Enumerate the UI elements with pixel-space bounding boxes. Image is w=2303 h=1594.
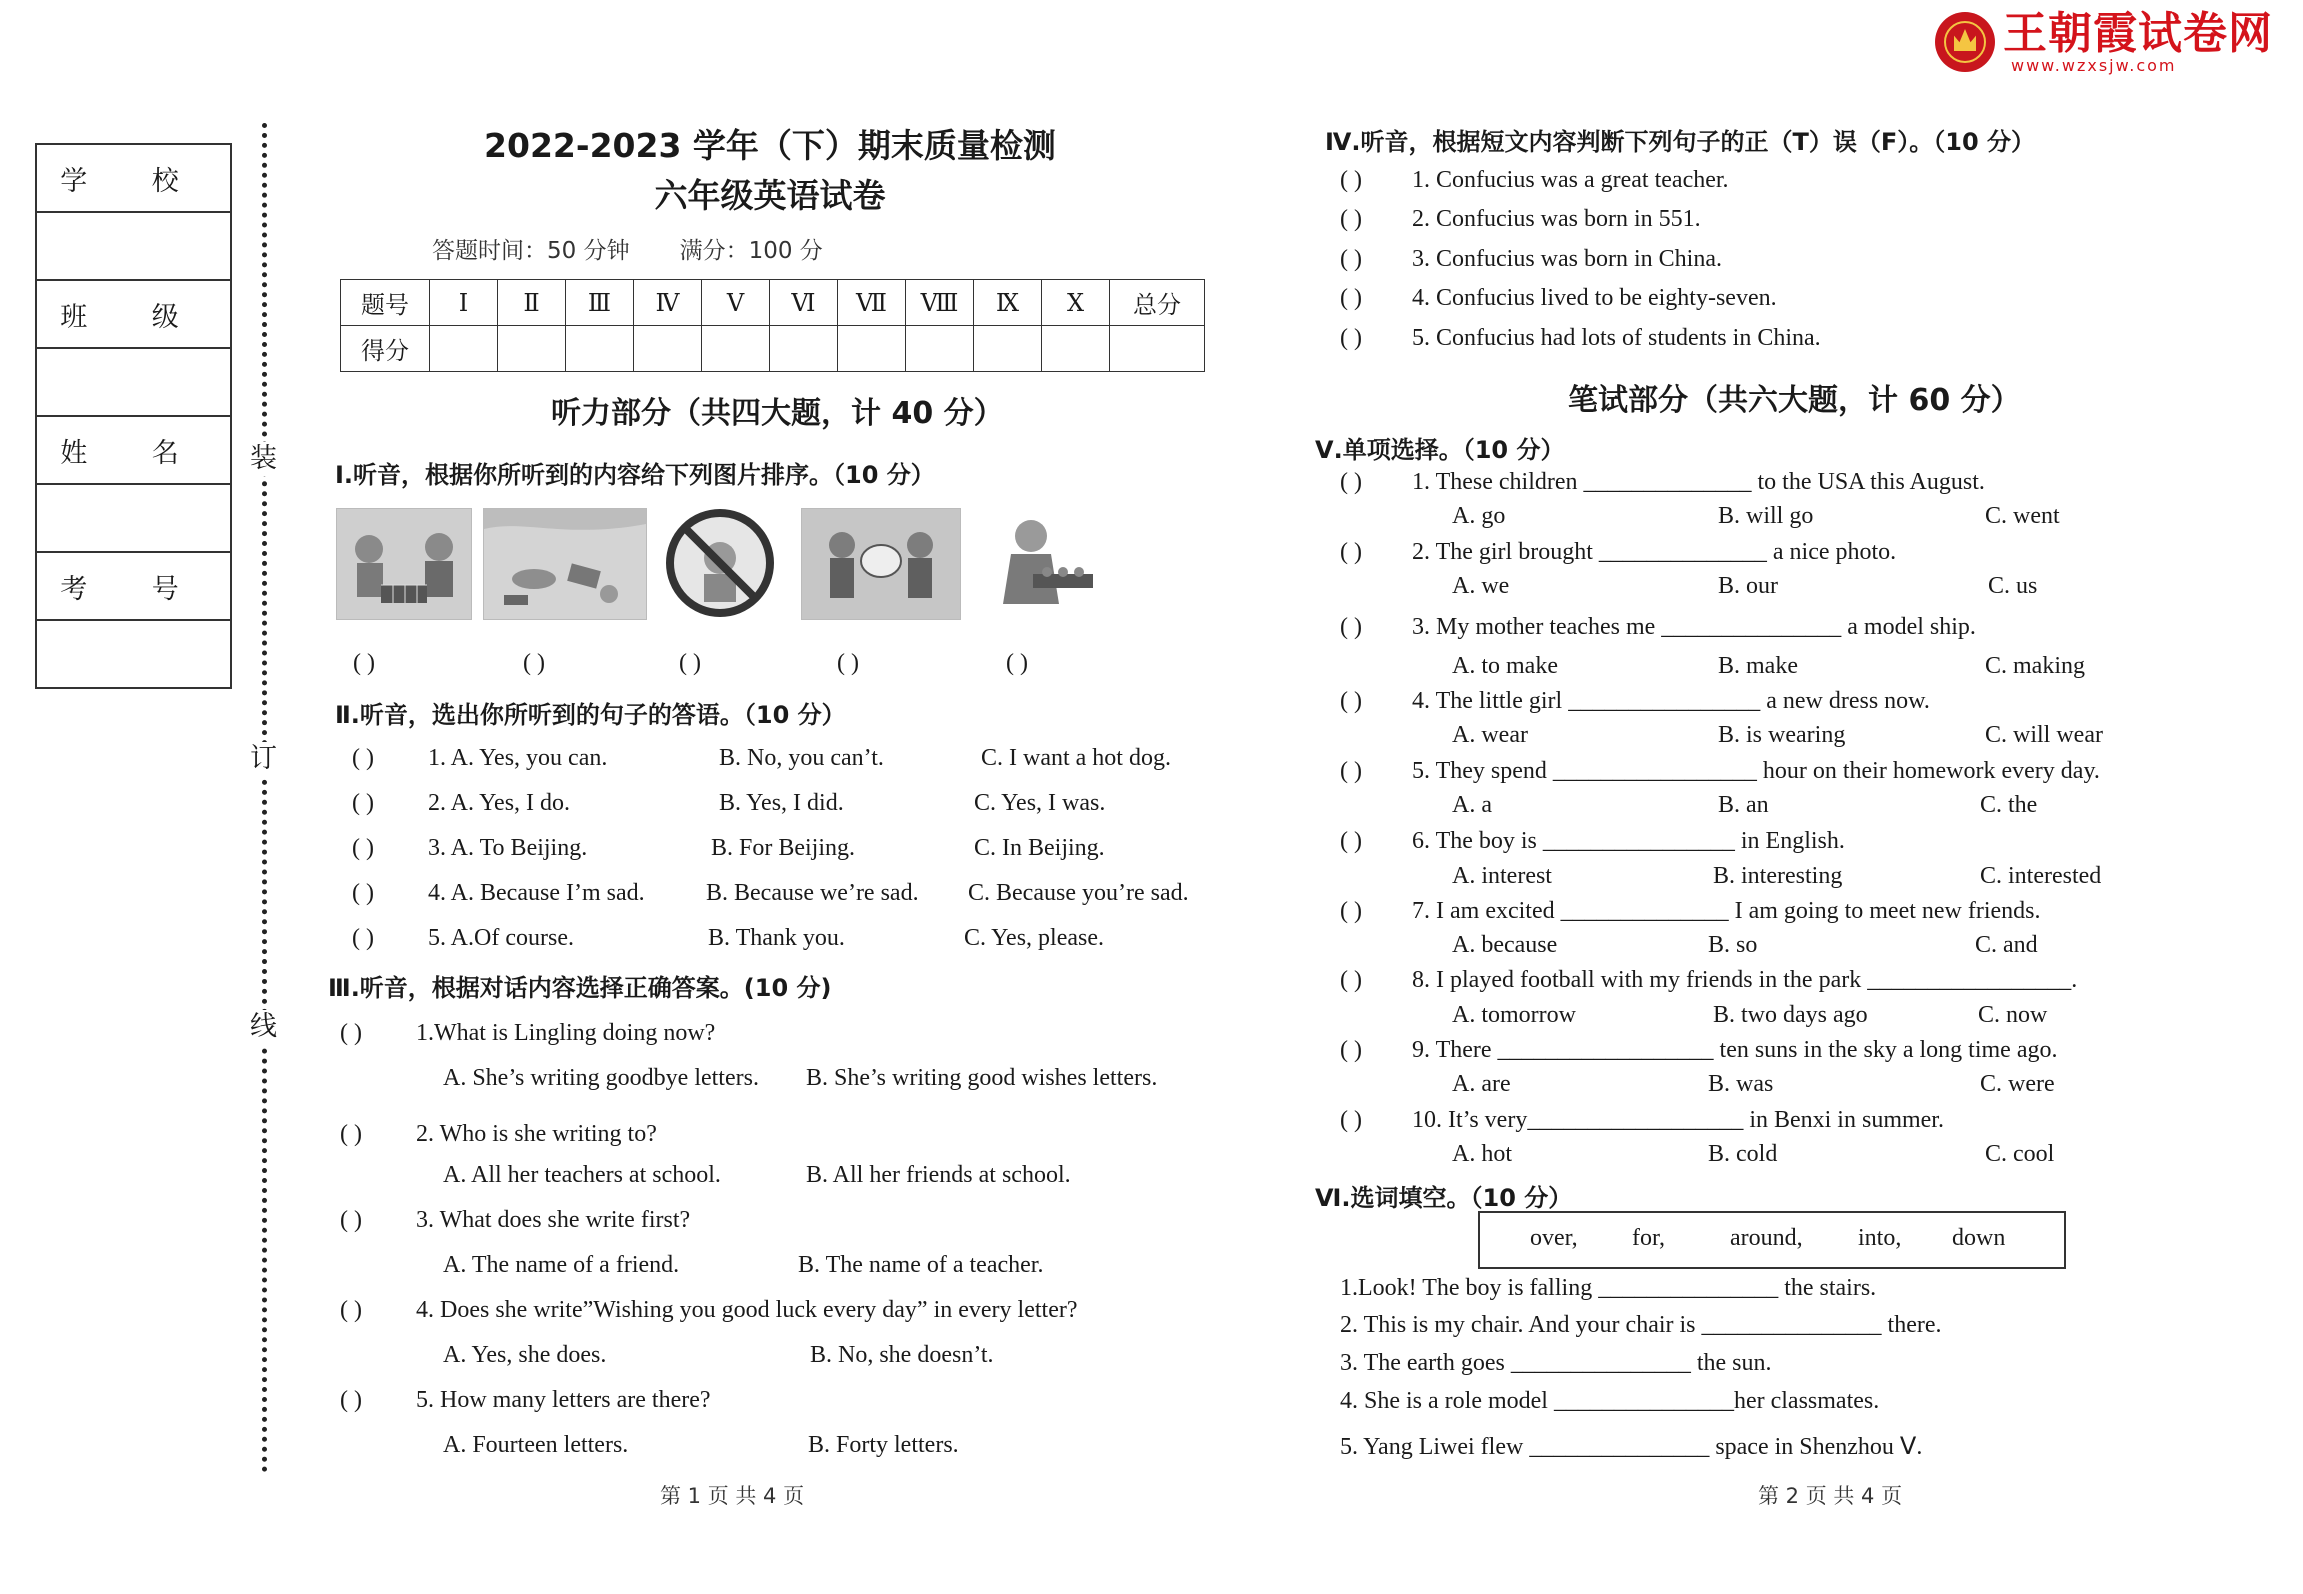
question-text: 3. A. To Beijing. [428,835,588,861]
site-logo [1935,8,2273,75]
option-a: A. wear [1452,722,1528,748]
score-col-label: Ⅰ [430,280,498,326]
answer-paren[interactable]: ( ) [1340,539,1362,565]
page-2-footer: 第 2 页 共 4 页 [1758,1484,1903,1508]
picture-litter-on-ground [483,508,647,620]
option-b: B. will go [1718,503,1814,529]
picture-children-carrying-bag [801,508,961,620]
answer-blank[interactable]: ( ) [1006,650,1028,676]
score-col-label: Ⅲ [566,280,634,326]
logo-seal-icon [1935,12,1995,72]
info-cell: 学 校 [36,144,231,212]
info-cell: 班 级 [36,280,231,348]
score-row-label: 得分 [341,326,430,372]
option-b: B. interesting [1713,863,1843,889]
option-c: C. were [1980,1071,2055,1097]
score-total-label: 总分 [1110,280,1205,326]
question-text: 2. The girl brought ______________ a nice photo. [1412,539,1897,565]
answer-blank[interactable]: ( ) [679,650,701,676]
option-a: A. a [1452,792,1492,818]
question-text: 1.What is Lingling doing now? [416,1020,716,1046]
score-cell[interactable] [1042,326,1110,372]
fill-in-sentence: 4. She is a role model _______________her classmates. [1340,1388,1880,1414]
option-c: C. making [1985,653,2085,679]
option-b: B. make [1718,653,1798,679]
info-cell[interactable] [36,484,231,552]
question-text: 2. A. Yes, I do. [428,790,571,816]
question-text: 6. The boy is ________________ in English. [1412,828,1845,854]
answer-paren[interactable]: ( ) [340,1297,362,1323]
question-text: 8. I played football with my friends in the park _________________. [1412,967,2078,993]
option-b: B. two days ago [1713,1002,1868,1028]
score-col-label: Ⅴ [702,280,770,326]
option-c: C. I want a hot dog. [981,745,1171,771]
option-b: B. is wearing [1718,722,1846,748]
option-b: B. an [1718,792,1769,818]
score-col-label: Ⅵ [770,280,838,326]
question-text: 4. Does she write”Wishing you good luck every day” in every letter? [416,1297,1078,1323]
question-text: 3. Confucius was born in China. [1412,246,1722,272]
exam-time: 答题时间：50 分钟 [432,238,630,264]
binding-dotted-line [262,123,267,1473]
info-cell: 姓 名 [36,416,231,484]
option-c: C. cool [1985,1141,2055,1167]
option-a: A. we [1452,573,1510,599]
question-text: 1. These children ______________ to the USA this August. [1412,469,1985,495]
score-col-label: Ⅱ [498,280,566,326]
question-text: 4. The little girl ________________ a new dress now. [1412,688,1930,714]
answer-paren[interactable]: ( ) [1340,285,1362,311]
question-text: 3. What does she write first? [416,1207,691,1233]
fill-in-sentence: 3. The earth goes _______________ the sun. [1340,1350,1772,1376]
answer-paren[interactable]: ( ) [352,790,374,816]
option-b: B. cold [1708,1141,1778,1167]
section-3-heading: Ⅲ.听音，根据对话内容选择正确答案。(10 分) [328,974,832,1002]
page-subtitle: 六年级英语试卷 [654,176,886,215]
word-bank-item: around, [1730,1225,1803,1251]
answer-paren[interactable]: ( ) [1340,206,1362,232]
score-cell[interactable] [974,326,1042,372]
option-b: B. No, she doesn’t. [810,1342,994,1368]
answer-paren[interactable]: ( ) [1340,828,1362,854]
question-text: 5. How many letters are there? [416,1387,711,1413]
answer-paren[interactable]: ( ) [1340,1107,1362,1133]
section-1-heading: Ⅰ.听音，根据你所听到的内容给下列图片排序。（10 分） [335,461,935,489]
exam-full-score: 满分：100 分 [679,238,823,264]
fill-in-sentence: 2. This is my chair. And your chair is _______________ there. [1340,1312,1942,1338]
answer-paren[interactable]: ( ) [1340,469,1362,495]
score-cell[interactable] [1110,326,1205,372]
picture-no-spitting-sign [661,508,779,618]
answer-paren[interactable]: ( ) [1340,325,1362,351]
option-c: C. Yes, please. [964,925,1105,951]
score-cell[interactable] [566,326,634,372]
option-a: A. go [1452,503,1506,529]
option-c: C. the [1980,792,2038,818]
score-col-label: Ⅹ [1042,280,1110,326]
score-cell[interactable] [838,326,906,372]
section-4-heading: Ⅳ.听音，根据短文内容判断下列句子的正（T）误（F）。（10 分） [1325,128,2036,156]
section-5-heading: Ⅴ.单项选择。（10 分） [1315,436,1565,464]
option-b: B. The name of a teacher. [798,1252,1044,1278]
exam-meta [432,232,823,265]
picture-children-playing-chess [336,508,472,620]
score-cell[interactable] [702,326,770,372]
option-a: A. The name of a friend. [443,1252,680,1278]
option-b: B. our [1718,573,1778,599]
score-cell[interactable] [498,326,566,372]
score-col-label: Ⅷ [906,280,974,326]
answer-paren[interactable]: ( ) [352,880,374,906]
answer-blank[interactable]: ( ) [837,650,859,676]
page-1-footer: 第 1 页 共 4 页 [660,1484,805,1508]
question-text: 4. Confucius lived to be eighty-seven. [1412,285,1777,311]
score-cell[interactable] [770,326,838,372]
option-b: B. No, you can’t. [719,745,884,771]
question-text: 4. A. Because I’m sad. [428,880,645,906]
answer-paren[interactable]: ( ) [1340,758,1362,784]
score-table-header: 题号 [341,280,430,326]
option-c: C. interested [1980,863,2102,889]
option-a: A. tomorrow [1452,1002,1576,1028]
option-c: C. went [1985,503,2060,529]
score-col-label: Ⅳ [634,280,702,326]
word-bank-box [1478,1211,2066,1269]
answer-paren[interactable]: ( ) [340,1121,362,1147]
score-cell[interactable] [906,326,974,372]
option-b: B. She’s writing good wishes letters. [806,1065,1158,1091]
option-a: A. She’s writing goodbye letters. [443,1065,759,1091]
option-b: B. so [1708,932,1758,958]
answer-paren[interactable]: ( ) [352,745,374,771]
student-info-table [35,143,232,689]
option-a: A. are [1452,1071,1511,1097]
option-a: A. Fourteen letters. [443,1432,629,1458]
binding-char: 装 [250,443,277,474]
logo-url: www.wzxsjw.com [2011,56,2177,75]
question-text: 9. There __________________ ten suns in the sky a long time ago. [1412,1037,2058,1063]
question-text: 1. A. Yes, you can. [428,745,608,771]
info-cell: 考 号 [36,552,231,620]
option-a: A. hot [1452,1141,1512,1167]
score-col-label: Ⅶ [838,280,906,326]
answer-paren[interactable]: ( ) [1340,246,1362,272]
fill-in-sentence: 1.Look! The boy is falling _______________ the stairs. [1340,1275,1877,1301]
option-b: B. For Beijing. [711,835,856,861]
answer-paren[interactable]: ( ) [352,835,374,861]
option-c: C. Yes, I was. [974,790,1106,816]
score-cell[interactable] [634,326,702,372]
option-b: B. All her friends at school. [806,1162,1071,1188]
page-title: 2022-2023 学年（下）期末质量检测 [484,126,1056,165]
question-text: 2. Confucius was born in 551. [1412,206,1701,232]
info-cell[interactable] [36,620,231,688]
option-c: C. us [1988,573,2038,599]
question-text: 5. Confucius had lots of students in China. [1412,325,1821,351]
fill-in-sentence: 5. Yang Liwei flew _______________ space in Shenzhou Ⅴ. [1340,1434,1923,1460]
answer-paren[interactable]: ( ) [1340,167,1362,193]
answer-blank[interactable]: ( ) [353,650,375,676]
option-b: B. Because we’re sad. [706,880,919,906]
word-bank-item: for, [1632,1225,1666,1251]
answer-paren[interactable]: ( ) [340,1207,362,1233]
option-b: B. Forty letters. [808,1432,959,1458]
question-text: 10. It’s very__________________ in Benxi in summer. [1412,1107,1944,1133]
option-a: A. All her teachers at school. [443,1162,721,1188]
score-col-label: Ⅸ [974,280,1042,326]
info-cell[interactable] [36,348,231,416]
answer-blank[interactable]: ( ) [523,650,545,676]
binding-char: 订 [250,743,277,774]
picture-girl-holding-tray [981,508,1099,618]
option-c: C. will wear [1985,722,2103,748]
option-a: A. to make [1452,653,1558,679]
question-text: 3. My mother teaches me _______________ a model ship. [1412,614,1976,640]
option-a: A. because [1452,932,1558,958]
binding-char: 线 [250,1011,277,1042]
answer-paren[interactable]: ( ) [340,1387,362,1413]
option-b: B. Yes, I did. [719,790,844,816]
logo-name: 王朝霞试卷网 [2003,8,2273,59]
answer-paren[interactable]: ( ) [352,925,374,951]
option-c: C. In Beijing. [974,835,1105,861]
question-text: 2. Who is she writing to? [416,1121,657,1147]
listening-heading: 听力部分（共四大题，计 40 分） [551,396,1004,431]
option-c: C. and [1975,932,2038,958]
answer-paren[interactable]: ( ) [1340,967,1362,993]
score-cell[interactable] [430,326,498,372]
info-cell[interactable] [36,212,231,280]
answer-paren[interactable]: ( ) [1340,688,1362,714]
question-text: 7. I am excited ______________ I am going to meet new friends. [1412,898,2041,924]
score-table [340,279,1205,372]
question-text: 5. A.Of course. [428,925,574,951]
question-text: 1. Confucius was a great teacher. [1412,167,1729,193]
option-b: B. Thank you. [708,925,845,951]
word-bank-item: over, [1530,1225,1578,1251]
option-a: A. Yes, she does. [443,1342,607,1368]
option-c: C. now [1978,1002,2048,1028]
option-a: A. interest [1452,863,1552,889]
question-text: 5. They spend _________________ hour on their homework every day. [1412,758,2100,784]
answer-paren[interactable]: ( ) [340,1020,362,1046]
word-bank-item: into, [1858,1225,1902,1251]
answer-paren[interactable]: ( ) [1340,1037,1362,1063]
section-6-heading: Ⅵ.选词填空。（10 分） [1315,1184,1573,1212]
section-2-heading: Ⅱ.听音，选出你所听到的句子的答语。（10 分） [335,701,846,729]
word-bank-item: down [1952,1225,2006,1251]
answer-paren[interactable]: ( ) [1340,614,1362,640]
option-b: B. was [1708,1071,1774,1097]
answer-paren[interactable]: ( ) [1340,898,1362,924]
writing-heading: 笔试部分（共六大题，计 60 分） [1568,383,2021,418]
option-c: C. Because you’re sad. [968,880,1189,906]
